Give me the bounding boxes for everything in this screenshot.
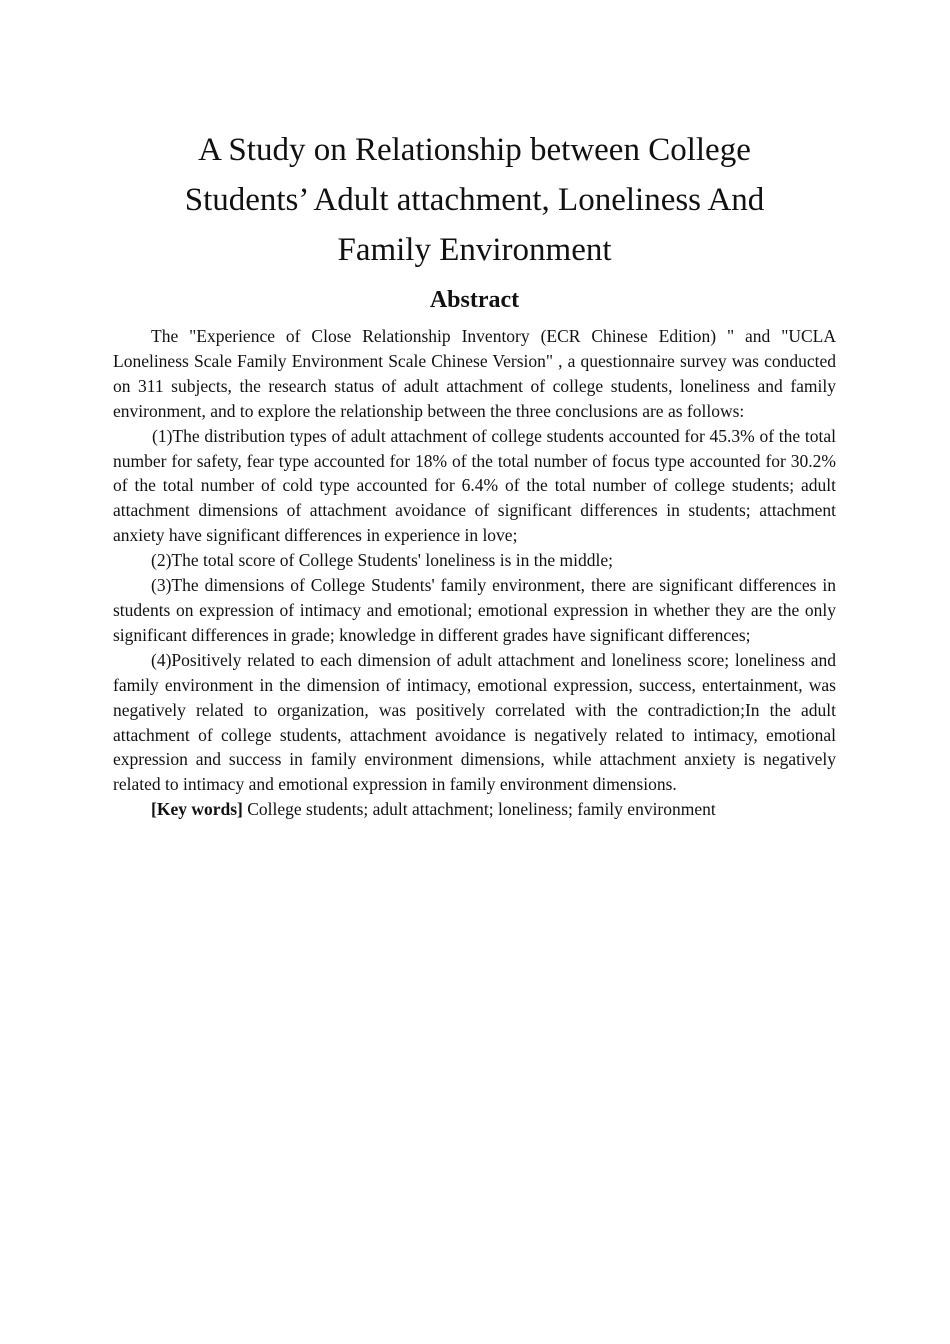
paper-title bbox=[125, 125, 825, 275]
keywords-label: [Key words] bbox=[151, 799, 243, 820]
abstract-heading: Abstract bbox=[429, 287, 520, 313]
paper-page bbox=[113, 125, 836, 822]
keywords-text: College students; adult attachment; loneliness; family environment bbox=[242, 799, 716, 820]
abstract-paragraph-finding-4: (4)Positively related to each dimension of adult attachment and loneliness score; loneliness and family environment in the dimension of intimacy, emotional expression, success, entertainment, was negatively related to organization, was positively correlated with the contradiction;In the adult attachment of college students, attachment avoidance is negatively related to intimacy, emotional expression and success in family environment dimensions, while attachment anxiety is negatively related to intimacy and emotional expression in family environment dimensions. bbox=[113, 649, 836, 795]
title-line-1: A Study on Relationship between College bbox=[198, 132, 751, 168]
abstract-paragraph-intro: The "Experience of Close Relationship Inventory (ECR Chinese Edition) " and "UCLA Loneliness Scale Family Environment Scale Chinese Version" , a questionnaire survey was conducted on 311 subjects, the research status of adult attachment of college students, loneliness and family environment, and to explore the relationship between the three conclusions are as follows: bbox=[113, 326, 836, 421]
abstract-paragraph-finding-1: (1)The distribution types of adult attachment of college students accounted for 45.3% of the total number for safety, fear type accounted for 18% of the total number of focus type accounted for 30.2% of the total number of cold type accounted for 6.4% of the total number of college students; adult attachment dimensions of attachment avoidance of significant differences in students; attachment anxiety have significant differences in experience in love; bbox=[113, 425, 836, 546]
abstract-paragraph-finding-2: (2)The total score of College Students' loneliness is in the middle; bbox=[151, 550, 613, 571]
keywords-line bbox=[113, 797, 836, 822]
title-line-2: Students’ Adult attachment, Loneliness And bbox=[184, 182, 765, 218]
abstract-paragraph-finding-3: (3)The dimensions of College Students' family environment, there are significant differences in students on expression of intimacy and emotional; emotional expression in whether they are the only significant differences in grade; knowledge in different grades have significant differences; bbox=[113, 575, 836, 645]
title-line-3: Family Environment bbox=[337, 232, 612, 268]
